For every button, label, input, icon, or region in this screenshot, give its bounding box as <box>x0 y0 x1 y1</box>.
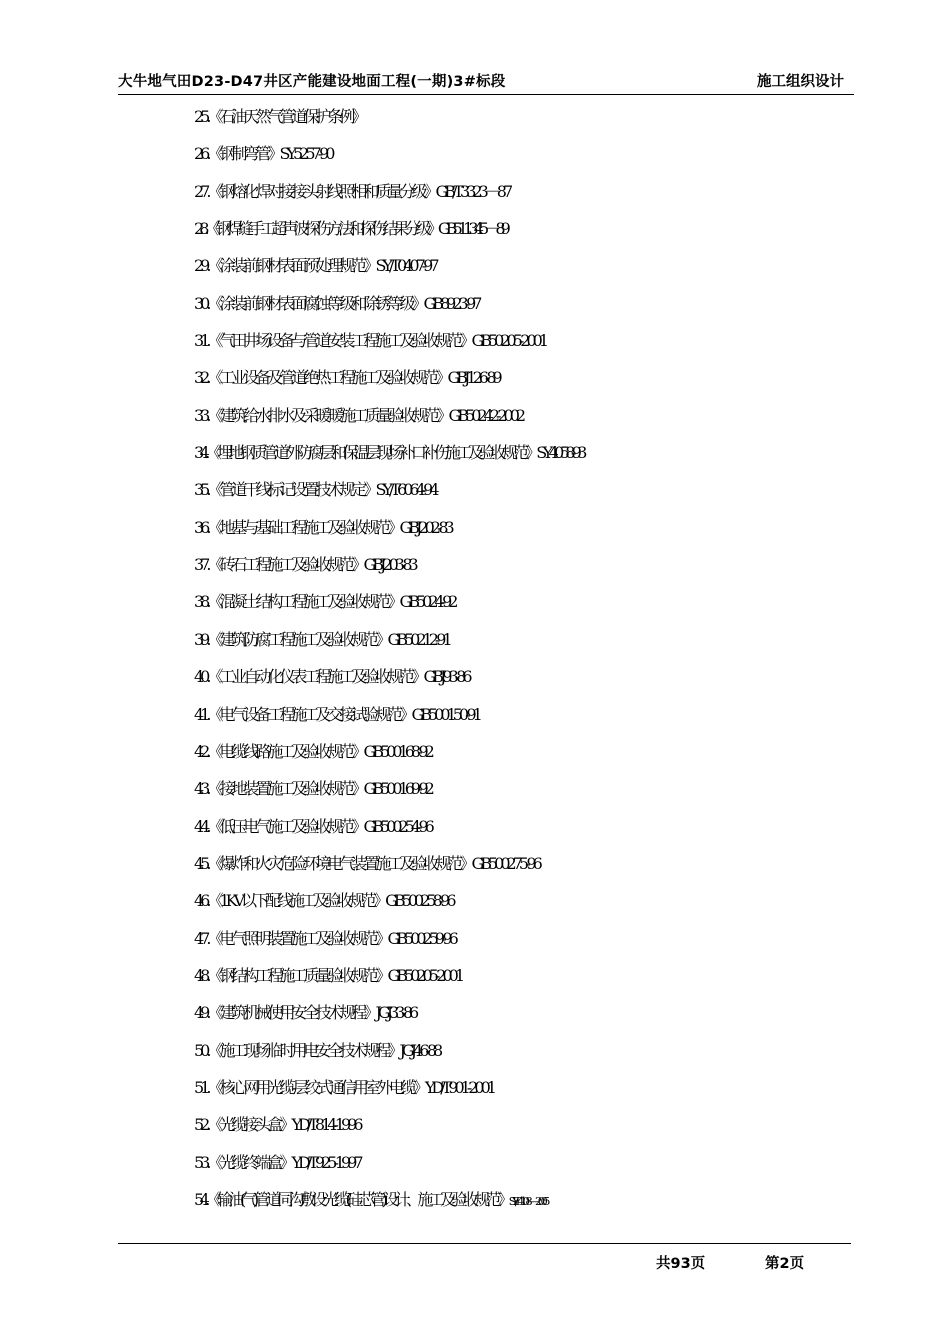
list-item-text: 53.《光缆终端盒》YD/T925-1997 <box>194 1152 360 1172</box>
list-item <box>194 477 854 514</box>
list-item-text: 42.《电缆线路施工及验收规范》GB500168-92 <box>194 741 431 761</box>
list-item <box>194 739 854 776</box>
list-item <box>194 291 854 328</box>
list-item <box>194 776 854 813</box>
list-item-text: 30.《涂装前钢材表面腐蚀等级和除锈等级》GB8923-97 <box>194 293 479 313</box>
list-item-text: 26.《钢制弯管》SY5257-90 <box>194 144 332 164</box>
list-item-text: 48.《钢结构工程施工质量验收规范》GB50205-2001 <box>194 965 462 985</box>
list-item-text: 49.《建筑机械使用安全技术规程》JGJ33-86 <box>194 1003 416 1023</box>
list-item <box>194 328 854 365</box>
list-item-text: 54.《输油(气)管道同沟敷设光缆(硅芯管)设计、施工及验收规范》 <box>194 1189 509 1209</box>
list-item-text: 40.《工业自动化仪表工程施工及验收规范》GBJ93-86 <box>194 667 469 687</box>
list-item-text: 35.《管道干线标记设置技术规定》SY/T6064-94 <box>194 480 436 500</box>
list-item-text: 47.《电气照明装置施工及验收规范》GB500259-96 <box>194 928 455 948</box>
list-item-text: 31.《气田井场设备与管道安装工程施工及验收规范》GB50205-2001 <box>194 331 546 351</box>
list-item <box>194 702 854 739</box>
list-item-code: SY/T4108—2005 <box>508 1193 546 1208</box>
list-item <box>194 552 854 589</box>
list-item <box>194 104 854 141</box>
list-item-text: 50.《施工现场临时用电安全技术规程》JGJ46-88 <box>194 1040 440 1060</box>
list-item <box>194 1075 854 1112</box>
list-item <box>194 1187 854 1224</box>
standards-list <box>194 104 854 1224</box>
footer-divider <box>118 1243 851 1244</box>
list-item <box>194 963 854 1000</box>
list-item-text: 45.《爆炸和火灾危险环境电气装置施工及验收规范》GB500275-96 <box>194 853 539 873</box>
list-item-text: 44.《低压电气施工及验收规范》GB500254-96 <box>194 816 431 836</box>
document-title: 大牛地气田D23-D47井区产能建设地面工程(一期)3#标段 <box>118 74 506 90</box>
list-item <box>194 926 854 963</box>
list-item <box>194 814 854 851</box>
list-item-text: 38.《混凝土结构工程施工及验收规范》GB5024-92 <box>194 592 455 612</box>
list-item <box>194 253 854 290</box>
list-item <box>194 888 854 925</box>
list-item-text: 36.《地基与基础工程施工及验收规范》GBJ202-83 <box>194 517 451 537</box>
current-page: 第2页 <box>765 1256 805 1272</box>
total-pages: 共93页 <box>656 1256 706 1272</box>
list-item-text: 29.《涂装前钢材表面预处理规范》SY/T0407-97 <box>194 256 436 276</box>
list-item-text: 28.《钢焊缝手工超声波探伤方法和探伤结果分级》GB511345－89 <box>194 219 506 239</box>
list-item <box>194 141 854 178</box>
list-item <box>194 664 854 701</box>
list-item <box>194 515 854 552</box>
list-item-text: 43.《接地装置施工及验收规范》GB500169-92 <box>194 779 431 799</box>
list-item-text: 33.《建筑给水排水及采暖 暖施工质量验收规范》GB50242-2002 <box>194 405 523 425</box>
list-item <box>194 179 854 216</box>
list-item-text: 52.《光缆接头盒》YD/T814-1996 <box>194 1115 360 1135</box>
list-item <box>194 851 854 888</box>
list-item <box>194 1150 854 1187</box>
list-item <box>194 365 854 402</box>
list-item-text: 46.《1KV以下配线施工及验收规范》GB500258-96 <box>194 891 453 911</box>
list-item-text: 27.《钢熔化焊对接接头射线照相和质量分级》GB/T3323－87 <box>194 181 510 201</box>
document-section: 施工组织设计 <box>757 74 844 90</box>
list-item-text: 25.《石油天然气管道保护条例》 <box>194 107 364 126</box>
list-item <box>194 1000 854 1037</box>
page-header <box>118 66 854 95</box>
list-item-text: 32.《工业设备及管道绝热工程施工及验收规范》GBJ126-89 <box>194 368 499 388</box>
list-item <box>194 440 854 477</box>
list-item <box>194 1038 854 1075</box>
list-item-text: 41.《电气设备工程施工及交接试验规范》GB500150-91 <box>194 704 479 724</box>
list-item-text: 51.《核心网用光缆-层绞式通信用室外电缆》YD/T901-2001 <box>194 1077 493 1097</box>
list-item-text: 39.《建筑防腐工程施工及验收规范》GB50212-91 <box>194 629 449 649</box>
list-item-text: 37.《砖石工程施工及验收规范》GBJ203-83 <box>194 555 415 575</box>
list-item <box>194 589 854 626</box>
list-item <box>194 1112 854 1149</box>
list-item <box>194 403 854 440</box>
list-item <box>194 216 854 253</box>
list-item-text: 34.《埋地钢质管道外防腐层和保温层现场补口补伤施工及验收规范》SY4058-93 <box>194 443 583 463</box>
list-item <box>194 627 854 664</box>
